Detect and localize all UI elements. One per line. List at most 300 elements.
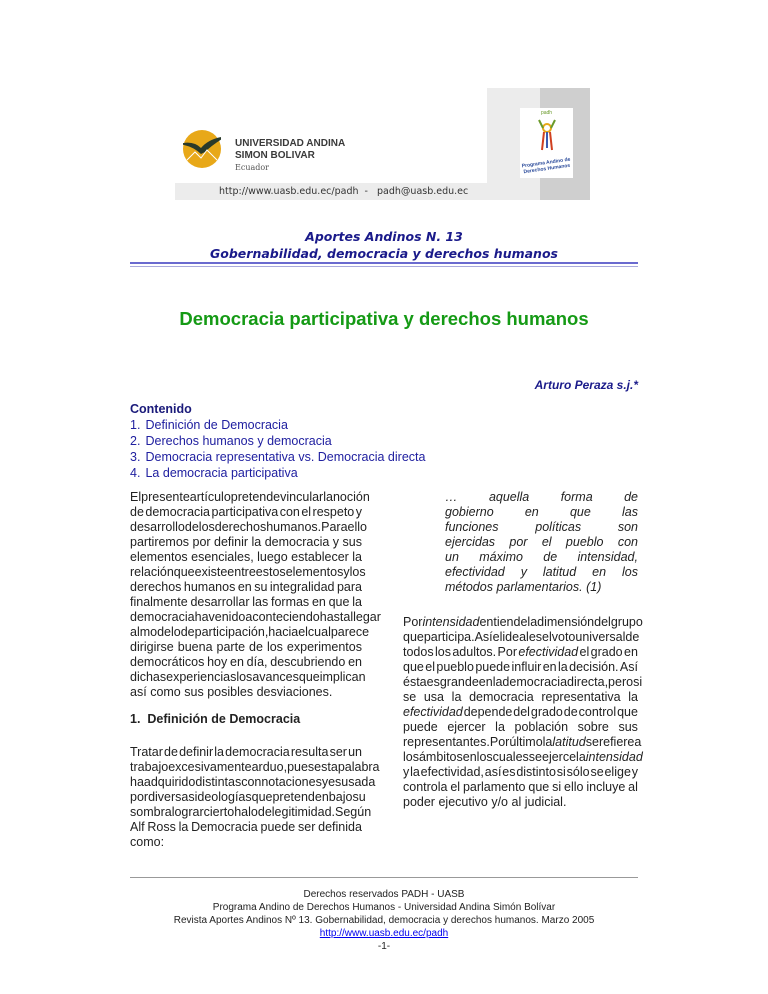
word: cual — [307, 625, 331, 639]
padh-figure-icon — [536, 118, 558, 152]
text-line — [130, 820, 362, 835]
word: noción — [332, 490, 370, 504]
word: hasta — [319, 610, 351, 624]
word: los — [434, 645, 451, 659]
word: el — [579, 645, 590, 659]
word: cuales — [492, 750, 529, 764]
word: ello — [564, 780, 584, 794]
word: la — [576, 750, 586, 764]
word: grado — [530, 705, 563, 719]
word: pueblo — [436, 660, 474, 674]
text-line — [445, 565, 638, 580]
word: usada — [341, 775, 376, 789]
word: ello — [347, 520, 367, 534]
word: así — [484, 765, 502, 779]
word: Por — [497, 645, 517, 659]
text-line — [403, 615, 643, 630]
padh-logo-top: padh — [540, 110, 553, 116]
word: presente — [141, 490, 190, 504]
word: efectividad, — [420, 765, 484, 779]
word: la — [495, 720, 505, 734]
word: de — [184, 520, 199, 534]
word: de — [180, 625, 195, 639]
word: intensidad, — [577, 550, 638, 564]
word: ideal — [502, 630, 529, 644]
word: desviaciones. — [256, 685, 333, 699]
toc-item-number: 1. — [130, 418, 141, 432]
word: funciones — [445, 520, 499, 534]
word: ideologías — [194, 790, 252, 804]
word: ser — [329, 745, 347, 759]
word: del — [513, 705, 530, 719]
word: usa — [423, 690, 445, 704]
word: la — [527, 615, 538, 629]
word: ser — [298, 820, 316, 834]
word: los — [403, 750, 419, 764]
word: su — [254, 580, 268, 594]
word: ejerce — [542, 750, 577, 764]
text-line — [445, 490, 638, 505]
word: la — [251, 535, 262, 549]
text-line — [130, 625, 370, 640]
text-line — [130, 595, 362, 610]
word: pretende — [230, 490, 281, 504]
word: control — [578, 705, 617, 719]
text-line — [403, 705, 638, 720]
word: Así — [474, 630, 493, 644]
text-line — [403, 795, 638, 810]
text-line — [130, 805, 372, 820]
word: definida — [318, 820, 362, 834]
word: el — [450, 780, 461, 794]
word: adultos. — [452, 645, 497, 659]
word: son — [617, 520, 638, 534]
toc-item-label: La democracia participativa — [145, 466, 298, 480]
word: Por — [403, 615, 423, 629]
word: la — [451, 690, 462, 704]
word: en — [542, 660, 557, 674]
word: un — [348, 745, 362, 759]
text-line — [403, 660, 638, 675]
padh-logo-text: Programa Andino de Derechos Humanos — [521, 156, 571, 176]
word: si — [556, 765, 566, 779]
text-line — [445, 580, 638, 595]
word: Según — [335, 805, 372, 819]
word: de — [543, 550, 558, 564]
toc-item[interactable] — [130, 449, 425, 465]
word: modelo — [139, 625, 181, 639]
series-number: Aportes Andinos N. 13 — [305, 229, 463, 244]
university-country: Ecuador — [235, 163, 270, 172]
word: los — [236, 670, 253, 684]
word: representativa — [541, 690, 621, 704]
toc-item[interactable] — [130, 465, 425, 481]
word: máximo — [479, 550, 523, 564]
text-line — [403, 750, 643, 765]
text-line — [130, 640, 362, 655]
word: si — [633, 675, 643, 689]
text-line — [130, 775, 376, 790]
footer-rights: Derechos reservados PADH - UASB — [303, 889, 465, 900]
word: por — [509, 535, 528, 549]
word: en — [524, 505, 539, 519]
word: Tratar — [130, 745, 163, 759]
text-line — [403, 765, 638, 780]
word: derechos — [130, 580, 182, 594]
word: bajo — [328, 790, 353, 804]
word: grado — [590, 645, 623, 659]
word: humanos. — [266, 520, 322, 534]
text-line — [130, 520, 367, 535]
word: que — [403, 630, 424, 644]
word: directa, — [567, 675, 609, 689]
word: forma — [560, 490, 593, 504]
toc-item[interactable] — [130, 433, 425, 449]
word: la — [558, 660, 568, 674]
word: lograr — [171, 805, 204, 819]
word: connotaciones — [241, 775, 322, 789]
word: al — [511, 795, 522, 809]
word: esenciales, — [191, 550, 254, 564]
word: es — [426, 675, 440, 689]
word: finalmente — [130, 595, 188, 609]
text-line — [130, 490, 370, 505]
word: puede — [475, 660, 511, 674]
word: intensidad — [422, 615, 480, 629]
toc-item-number: 4. — [130, 466, 141, 480]
contact-url-line: http://www.uasb.edu.ec/padh - padh@uasb.edu.ec — [175, 183, 487, 200]
page-number: -1- — [377, 941, 391, 952]
word: grupo — [610, 615, 643, 629]
toc-item-label: Democracia representativa vs. Democracia directa — [145, 450, 426, 464]
word: trabajo — [130, 760, 169, 774]
word: controla — [403, 780, 448, 794]
toc-item-label: Derechos humanos y democracia — [145, 434, 332, 448]
table-of-contents — [130, 401, 425, 481]
word: el — [541, 535, 552, 549]
text-line — [403, 645, 638, 660]
word: ámbitos — [418, 750, 463, 764]
word: en — [237, 580, 252, 594]
word: partiremos — [130, 535, 190, 549]
text-line — [130, 565, 366, 580]
padh-logo — [520, 108, 573, 178]
word: vincular — [280, 490, 324, 504]
word: estos — [255, 565, 286, 579]
word: ésta — [403, 675, 427, 689]
word: si — [552, 780, 562, 794]
word: hoy — [207, 655, 228, 669]
word: ejecutivo — [438, 795, 488, 809]
word: establecer — [291, 550, 349, 564]
word: experiencias — [166, 670, 237, 684]
word: como — [150, 685, 181, 699]
word: hacia — [268, 625, 299, 639]
word: la — [410, 765, 420, 779]
text-line — [403, 630, 638, 645]
word: adquirido — [143, 775, 196, 789]
footer-program: Programa Andino de Derechos Humanos - Universidad Andina Simón Bolívar — [212, 902, 556, 913]
word: venido — [208, 610, 246, 624]
text-line — [403, 690, 638, 705]
word: Ross — [147, 820, 176, 834]
word: día, — [246, 655, 268, 669]
word: parlamento — [462, 780, 526, 794]
word: efectividad — [445, 565, 505, 579]
word: pueblo — [565, 535, 604, 549]
footer-divider — [130, 877, 638, 878]
word: democracia — [264, 535, 330, 549]
word: respeto — [312, 505, 355, 519]
word: sólo — [566, 765, 590, 779]
article-author: Arturo Peraza s.j.* — [534, 378, 638, 392]
word: distinto — [516, 765, 556, 779]
word: relación — [130, 565, 174, 579]
definition-paragraph — [403, 615, 643, 810]
word: que — [251, 790, 273, 804]
university-name-line: SIMON BOLIVAR — [235, 150, 315, 161]
word: que — [328, 595, 350, 609]
text-line — [403, 720, 638, 735]
word: representantes. — [403, 735, 490, 749]
word: democracia — [145, 505, 211, 519]
text-line — [130, 685, 362, 700]
word: palabra — [337, 760, 380, 774]
word: (1) — [586, 580, 602, 594]
header-divider — [130, 262, 638, 267]
word: Así — [619, 660, 638, 674]
word: con — [617, 535, 638, 549]
word: Por — [489, 735, 510, 749]
word: es — [502, 765, 516, 779]
word: parte — [216, 640, 246, 654]
word: la — [323, 490, 333, 504]
word: grande — [439, 675, 479, 689]
word: incluye — [586, 780, 626, 794]
word: sombra — [130, 805, 172, 819]
word: arduo, — [251, 760, 288, 774]
word: la — [628, 690, 638, 704]
word: y/o — [491, 795, 509, 809]
word: se — [403, 690, 417, 704]
word: experimentos — [286, 640, 362, 654]
toc-item-label: Definición de Democracia — [145, 418, 288, 432]
word: participación, — [194, 625, 269, 639]
word: en — [311, 595, 326, 609]
word: que — [617, 705, 638, 719]
text-line — [445, 535, 638, 550]
word: los — [266, 640, 283, 654]
word: influir — [511, 660, 542, 674]
word: que — [528, 780, 550, 794]
word: entre — [227, 565, 256, 579]
word: latitud — [542, 565, 577, 579]
section-heading: 1. Definición de Democracia — [130, 712, 301, 726]
header-banner — [175, 88, 590, 200]
word: el — [542, 630, 552, 644]
word: la — [542, 735, 553, 749]
word: intensidad — [585, 750, 643, 764]
text-line — [130, 535, 362, 550]
word: la — [352, 595, 362, 609]
word: es — [528, 630, 543, 644]
word: el — [298, 625, 308, 639]
word: artículo — [189, 490, 231, 504]
university-name — [235, 138, 345, 174]
text-line — [130, 655, 362, 670]
footer-citation: Revista Aportes Andinos Nº 13. Gobernabilidad, democracia y derechos humanos. Marzo 2005 — [173, 915, 595, 926]
word: en — [592, 565, 607, 579]
word: la — [214, 745, 224, 759]
word: de — [625, 630, 640, 644]
word: poder — [403, 795, 435, 809]
word: y — [520, 565, 527, 579]
word: en — [624, 645, 638, 659]
word: posibles — [207, 685, 254, 699]
word: se — [585, 735, 599, 749]
word: y — [343, 565, 350, 579]
word: desarrollar — [190, 595, 250, 609]
word: humanos — [183, 580, 236, 594]
word: puede — [403, 720, 438, 734]
word: ejercer — [447, 720, 486, 734]
word: implican — [319, 670, 366, 684]
word: definir — [179, 745, 214, 759]
section1-paragraph — [130, 745, 380, 850]
toc-item[interactable] — [130, 417, 425, 433]
word: efectividad — [518, 645, 579, 659]
word: aconteciendo — [245, 610, 320, 624]
word: definir — [214, 535, 249, 549]
word: de — [164, 745, 178, 759]
word: democráticos — [130, 655, 205, 669]
text-line — [130, 760, 380, 775]
text-line — [445, 505, 638, 520]
word: y — [403, 765, 410, 779]
toc-heading: Contenido — [130, 402, 192, 416]
word: depende — [463, 705, 513, 719]
word: desarrollo — [130, 520, 185, 534]
intro-paragraph — [130, 490, 381, 700]
word: al — [628, 780, 638, 794]
word: los — [621, 565, 638, 579]
word: El — [130, 490, 142, 504]
word: latitud — [552, 735, 586, 749]
word: y — [321, 775, 329, 789]
word: la — [178, 820, 189, 834]
text-line — [130, 745, 362, 760]
text-line — [403, 675, 643, 690]
word: elementos — [285, 565, 344, 579]
text-line — [130, 580, 362, 595]
word: Alf — [130, 820, 145, 834]
word: participa. — [423, 630, 475, 644]
word: población — [514, 720, 569, 734]
word: sus — [618, 720, 638, 734]
word: y — [355, 505, 362, 519]
word: cierto — [203, 805, 235, 819]
word: decisión. — [569, 660, 619, 674]
word: en — [478, 675, 493, 689]
word: democracia — [225, 745, 290, 759]
word: … — [445, 490, 458, 504]
word: elementos — [130, 550, 188, 564]
word: refiere — [598, 735, 635, 749]
word: el — [301, 505, 312, 519]
word: voto — [551, 630, 576, 644]
word: los — [476, 750, 493, 764]
word: su — [352, 790, 366, 804]
text-line — [130, 790, 366, 805]
word: el — [425, 660, 435, 674]
text-line — [445, 550, 638, 565]
word: llegar — [350, 610, 381, 624]
series-heading — [0, 228, 768, 262]
word: para — [336, 580, 362, 594]
word: por — [130, 790, 149, 804]
word: sus — [342, 535, 362, 549]
word: luego — [257, 550, 288, 564]
word: elige — [604, 765, 631, 779]
word: se — [528, 750, 542, 764]
word: halo — [234, 805, 258, 819]
word: por — [192, 535, 211, 549]
word: en — [230, 655, 244, 669]
word: métodos — [445, 580, 493, 594]
word: todos — [403, 645, 434, 659]
word: aquella — [488, 490, 530, 504]
word: a — [634, 735, 642, 749]
word: es — [328, 775, 342, 789]
footer-link[interactable]: http://www.uasb.edu.ec/padh — [319, 928, 449, 939]
word: democracia — [130, 610, 195, 624]
word: en — [348, 655, 362, 669]
word: pero — [608, 675, 634, 689]
word: derechos — [214, 520, 267, 534]
block-quote — [445, 490, 638, 595]
toc-item-number: 3. — [130, 450, 141, 464]
word: se — [590, 765, 604, 779]
word: distintas — [195, 775, 242, 789]
word: formas — [270, 595, 310, 609]
word: que — [173, 565, 195, 579]
word: y — [332, 535, 340, 549]
word: entiende — [479, 615, 528, 629]
text-line — [130, 610, 381, 625]
word: del — [594, 615, 611, 629]
series-subtitle: Gobernabilidad, democracia y derechos humanos — [210, 246, 558, 261]
word: las — [252, 595, 269, 609]
word: políticas — [535, 520, 582, 534]
page-footer — [0, 888, 768, 953]
word: de — [249, 640, 263, 654]
word: ejercidas — [445, 535, 496, 549]
word: democracia — [469, 690, 534, 704]
word: legitimidad. — [271, 805, 336, 819]
word: con — [279, 505, 300, 519]
word: gobierno — [445, 505, 494, 519]
word: así — [130, 685, 147, 699]
word: efectividad — [403, 705, 463, 719]
word: ha — [194, 610, 209, 624]
word: los — [349, 565, 366, 579]
word: la — [492, 675, 503, 689]
word: diversas — [148, 790, 195, 804]
word: como: — [130, 835, 165, 849]
text-line — [403, 780, 638, 795]
word: excesivamente — [168, 760, 252, 774]
word: y — [631, 765, 638, 779]
